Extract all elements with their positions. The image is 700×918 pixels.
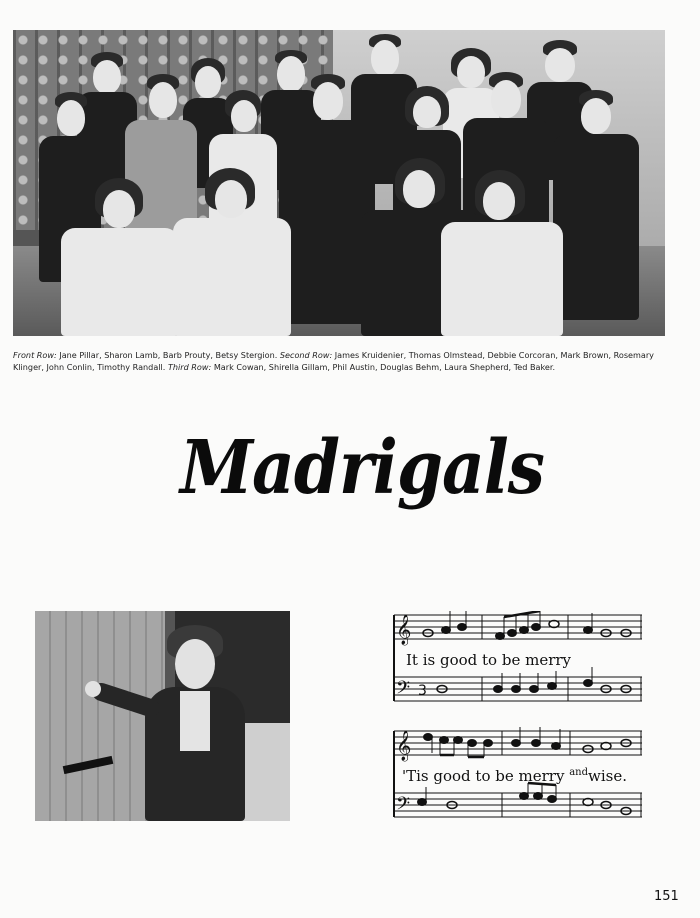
caption-second-label: Second Row: — [279, 350, 333, 360]
music-excerpt-2 — [392, 727, 644, 823]
student-figure — [441, 170, 563, 336]
lyric-line-2 — [402, 767, 627, 785]
student-figure — [61, 178, 179, 336]
svg-text:𝄞: 𝄞 — [396, 731, 412, 761]
photo-caption — [13, 349, 668, 373]
lyric-line-1: It is good to be merry — [406, 651, 572, 669]
director-collar — [180, 691, 210, 751]
page-title: Madrigals — [180, 423, 544, 511]
caption-second-names: James Kruidenier, Thomas Olmstead, Debbie Corcoran, Mark Brown, Rosemary Klinger, John Conlin, Timothy Randall. — [13, 350, 654, 372]
student-figure — [553, 90, 639, 320]
svg-text:3: 3 — [418, 683, 427, 699]
page-number: 151 — [654, 889, 679, 904]
caption-third-label: Third Row: — [167, 362, 212, 372]
caption-front-names: Jane Pillar, Sharon Lamb, Barb Prouty, Betsy Stergion. — [59, 350, 278, 360]
student-figure — [173, 168, 291, 336]
lyric-line-2-a: 'Tis good to be merry — [402, 767, 570, 785]
lyric-line-2-sup: and — [569, 767, 588, 778]
director-hand — [85, 681, 101, 697]
music-excerpt-1 — [392, 611, 644, 707]
svg-text:𝄞: 𝄞 — [396, 615, 412, 645]
lyric-line-2-b: wise. — [588, 767, 627, 785]
caption-front-label: Front Row: — [13, 350, 57, 360]
director-head — [175, 639, 215, 689]
svg-text:𝄢: 𝄢 — [396, 678, 411, 703]
caption-third-names: Mark Cowan, Shirella Gillam, Phil Austin, Douglas Behm, Laura Shepherd, Ted Baker. — [213, 362, 556, 372]
director-photo — [35, 611, 290, 821]
svg-text:𝄢: 𝄢 — [396, 794, 411, 819]
group-photo — [13, 30, 665, 336]
